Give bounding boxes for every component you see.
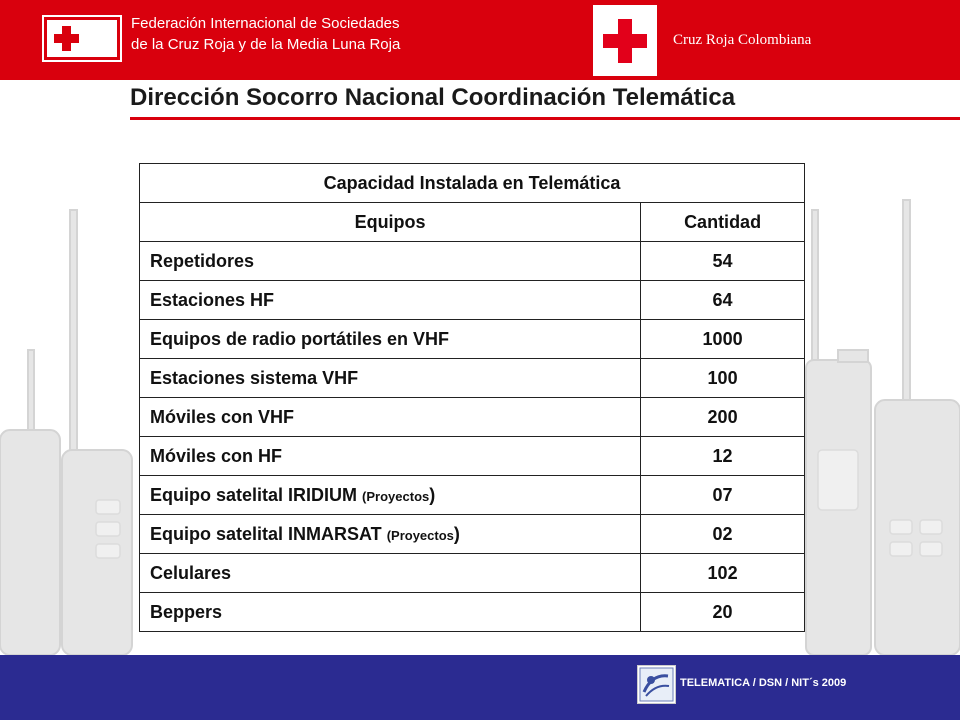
header-bar [0, 0, 960, 80]
equipment-quantity: 64 [641, 281, 805, 320]
capacity-table [139, 163, 805, 632]
ifrc-logo [42, 15, 122, 62]
ifrc-name-line2: de la Cruz Roja y de la Media Luna Roja [131, 36, 401, 53]
equipment-quantity: 07 [641, 476, 805, 515]
equipment-name-cell [140, 476, 641, 515]
table-row [140, 593, 805, 632]
equipment-name: Móviles con HF [140, 437, 641, 476]
equipment-name: Estaciones sistema VHF [140, 359, 641, 398]
page-title: Dirección Socorro Nacional Coordinación Telemática [130, 84, 736, 111]
equipment-quantity: 1000 [641, 320, 805, 359]
equipment-quantity: 102 [641, 554, 805, 593]
footer-bar [0, 655, 960, 720]
red-cross-flag [593, 5, 657, 76]
table-row [140, 476, 805, 515]
equipment-quantity: 100 [641, 359, 805, 398]
footer-text: TELEMATICA / DSN / NIT´s 2009 [680, 677, 847, 689]
equipment-quantity: 12 [641, 437, 805, 476]
table-row [140, 437, 805, 476]
telematica-emblem-icon [638, 666, 675, 703]
equipment-quantity: 54 [641, 242, 805, 281]
ifrc-name [131, 13, 400, 55]
table-caption-row [140, 164, 805, 203]
table-header-row [140, 203, 805, 242]
ifrc-name-line1: Federación Internacional de Sociedades [131, 15, 400, 32]
equipment-name: Repetidores [140, 242, 641, 281]
column-header-equipos: Equipos [140, 203, 641, 242]
project-note: (Proyectos [362, 488, 430, 504]
equipment-name-cell [140, 515, 641, 554]
table-row [140, 554, 805, 593]
equipment-name: Móviles con VHF [140, 398, 641, 437]
equipment-name: Equipos de radio portátiles en VHF [140, 320, 641, 359]
equipment-name: Beppers [140, 593, 641, 632]
project-note-close: ) [453, 523, 460, 544]
table-row [140, 242, 805, 281]
equipment-quantity: 02 [641, 515, 805, 554]
equipment-quantity: 200 [641, 398, 805, 437]
telematica-logo [637, 665, 676, 704]
project-note-close: ) [429, 484, 436, 505]
equipment-name: Equipo satelital INMARSAT [150, 523, 382, 544]
national-society-name: Cruz Roja Colombiana [673, 32, 812, 48]
equipment-name: Celulares [140, 554, 641, 593]
equipment-name: Estaciones HF [140, 281, 641, 320]
column-header-cantidad: Cantidad [641, 203, 805, 242]
cross-crescent-icon [44, 17, 120, 60]
table-row [140, 281, 805, 320]
table-row [140, 320, 805, 359]
table-caption: Capacidad Instalada en Telemática [140, 164, 805, 203]
red-cross-icon [603, 19, 647, 63]
table-row [140, 359, 805, 398]
project-note: (Proyectos [386, 527, 454, 543]
table-row [140, 398, 805, 437]
equipment-quantity: 20 [641, 593, 805, 632]
equipment-name: Equipo satelital IRIDIUM [150, 484, 358, 505]
table-row [140, 515, 805, 554]
